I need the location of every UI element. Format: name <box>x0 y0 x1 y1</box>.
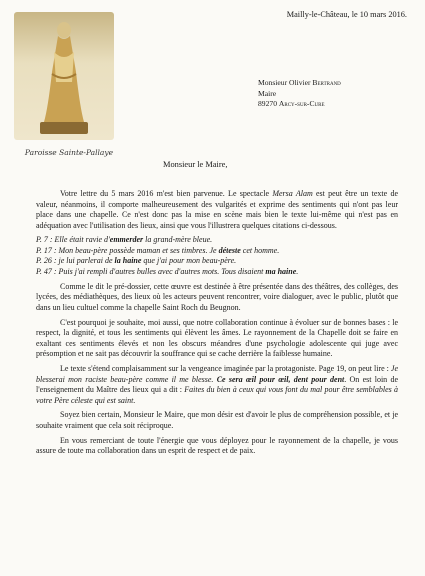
quote-2-a: P. 17 : Mon beau-père possède maman et ses timbres. Je <box>36 245 219 255</box>
quote-2-emphasis: déteste <box>218 245 241 255</box>
recipient-name-line <box>258 78 341 89</box>
quote-1-a: P. 7 : Elle était ravie d' <box>36 235 110 245</box>
recipient-city: Arcy-sur-Cure <box>278 99 325 109</box>
recipient-title: Maire <box>258 88 277 98</box>
paragraph-5: Soyez bien certain, Monsieur le Maire, que mon désir est d'avoir le plus de compréhension possible, et je souhaite vraiment que cela soit réciproque. <box>36 410 398 430</box>
para4-quote: Je blesserai mon raciste beau-père comme il me blesse. <box>36 363 398 384</box>
para4-text-a: Le texte s'étend complaisamment sur la vengeance imaginée par la protagoniste. Page 19, on peut lire : <box>60 363 391 373</box>
salutation: Monsieur le Maire, <box>163 160 228 169</box>
recipient-postcode: 89270 <box>258 99 279 109</box>
paragraph-3: C'est pourquoi je souhaite, moi aussi, que notre collaboration continue à évoluer sur de bonnes bases : le respect, la dignité, et tous les sentiments qui élèvent les âmes. Le rayonnement de la Chapelle doit se faire en exaltant ces sentiments élevés et non les obscurs méandres d'une psychologie adolescente qui juge avec présomption et ne sait pas découvrir la souffrance qui se cache derrière la faiblesse humaine. <box>36 317 398 359</box>
recipient-last-name: Bertrand <box>312 78 341 87</box>
quote-4-a: P. 47 : Puis j'ai rempli d'autres bulles avec d'autres mots. Tous disaient <box>36 267 266 277</box>
paragraph-1 <box>36 189 398 231</box>
para4-scripture: Faites du bien à ceux qui vous font du mal pour être semblables à votre Père céleste qui est saint. <box>36 385 399 405</box>
parish-signature: Paroisse Sainte-Pallaye <box>24 148 114 157</box>
quote-4 <box>36 267 398 278</box>
paragraph-4 <box>36 364 398 406</box>
quote-3-emphasis: la haine <box>114 256 142 266</box>
dateline: Mailly-le-Château, le 10 mars 2016. <box>286 10 407 19</box>
quote-4-c: . <box>296 267 299 277</box>
quote-3 <box>36 256 398 267</box>
para1-text-b: est peut être un texte de valeur, néanmoins, il comporte malheureusement des vulgarités et exprime des sentiments qui n'ont pas leur place dans une chapelle. Ce n'est donc pas la mise en scène mais bien le texte lui-même qui n'est pas en adéquation avec l'utilisation des lieux, ainsi que vous l'illustrera quelques citations ci-dessous. <box>36 189 398 230</box>
para4-quote-emphasis: Ce sera œil pour œil, dent pour dent <box>216 374 345 384</box>
para1-text-a: Votre lettre du 5 mars 2016 m'est bien parvenue. Le spectacle <box>60 189 273 198</box>
paragraph-6: En vous remerciant de toute l'énergie que vous déployez pour le rayonnement de la chapelle, je vous assure de toute ma collaboration dans un esprit de respect et de paix. <box>36 435 398 456</box>
letter-body <box>36 189 398 461</box>
para4-text-d: . On est loin de l'enseignement du Maître des lieux qui a dit : <box>36 374 398 395</box>
quote-2-c: cet homme. <box>240 245 280 255</box>
quote-1-emphasis: emmerder <box>109 235 144 245</box>
recipient-city-line <box>258 99 341 110</box>
quote-list <box>36 235 398 277</box>
quote-3-c: que j'ai pour mon beau-père. <box>141 256 237 266</box>
quote-1 <box>36 235 398 246</box>
statue-illustration <box>14 12 114 140</box>
recipient-address <box>258 78 341 110</box>
recipient-first-name: Monsieur Olivier <box>258 78 313 87</box>
quote-1-c: la grand-mère bleue. <box>143 235 213 245</box>
show-title: Mersa Alam <box>272 189 313 198</box>
saint-statue-image <box>14 12 114 140</box>
quote-4-emphasis: ma haine <box>265 267 297 277</box>
paragraph-2: Comme le dit le pré-dossier, cette œuvre est destinée à être présentée dans des théâtres, des collèges, des lycées, des médiathèques, des lieux où les acteurs peuvent rencontrer, voire dialoguer, avec le public, plutôt que dans un lieu cultuel comme la chapelle Saint Roch du Beugnon. <box>36 281 398 312</box>
quote-2 <box>36 246 398 257</box>
quote-3-a: P. 26 : je lui parlerai de <box>36 256 115 266</box>
